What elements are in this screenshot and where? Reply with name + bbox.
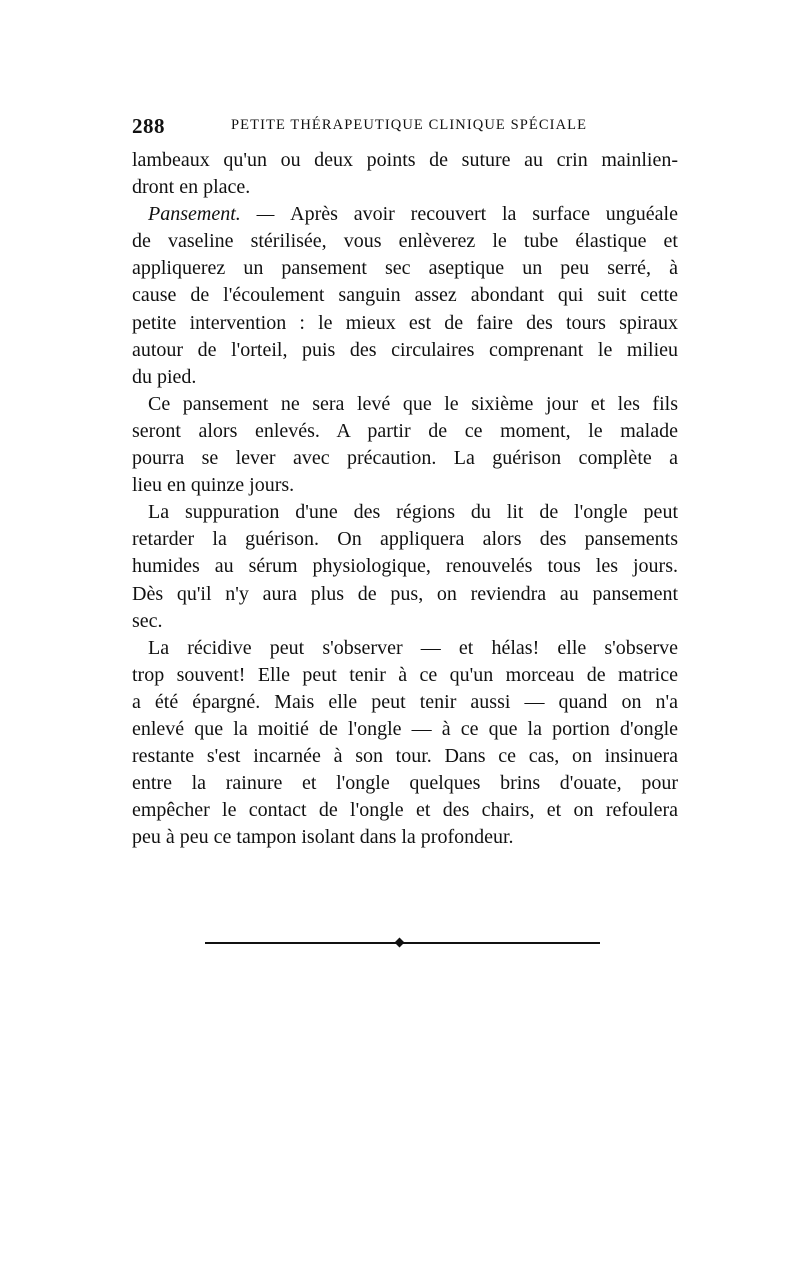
text-line: trop souvent! Elle peut tenir à ce qu'un morceau de matrice: [132, 663, 678, 686]
running-title: PETITE THÉRAPEUTIQUE CLINIQUE SPÉCIALE: [231, 117, 588, 133]
text-fragment: Après avoir recouvert la surface unguéale: [290, 203, 678, 226]
text-line: appliquerez un pansement sec aseptique un peu serré, à: [132, 257, 678, 280]
text-line: empêcher le contact de l'ongle et des chairs, et on refoulera: [132, 799, 678, 822]
diamond-icon: [395, 938, 405, 948]
text-line: lieu en quinze jours.: [132, 474, 295, 497]
text-line: [132, 201, 678, 228]
running-head: [132, 114, 680, 144]
text-line: de vaseline stérilisée, vous enlèverez le tube élastique et: [132, 230, 678, 253]
text-line: Dès qu'il n'y aura plus de pus, on reviendra au pansement: [132, 582, 678, 605]
text-line: sec.: [132, 609, 163, 632]
text-line: a été épargné. Mais elle peut tenir aussi — quand on n'a: [132, 690, 678, 713]
text-line: retarder la guérison. On appliquera alors des pansements: [132, 528, 678, 551]
page-number: 288: [132, 114, 165, 138]
text-line: enlevé que la moitié de l'ongle — à ce que la portion d'ongle: [132, 717, 678, 740]
text-line: restante s'est incarnée à son tour. Dans ce cas, on insinuera: [132, 745, 678, 768]
text-line: La récidive peut s'observer — et hélas! elle s'observe: [148, 636, 678, 659]
text-line: humides au sérum physiologique, renouvelés tous les jours.: [132, 555, 678, 578]
text-line: pourra se lever avec précaution. La guérison complète a: [132, 447, 678, 470]
text-line: dront en place.: [132, 176, 251, 199]
text-line: entre la rainure et l'ongle quelques brins d'ouate, pour: [132, 772, 678, 795]
text-line: Ce pansement ne sera levé que le sixième jour et les fils: [148, 392, 678, 415]
text-line: peu à peu ce tampon isolant dans la profondeur.: [132, 826, 514, 849]
text-line: cause de l'écoulement sanguin assez abondant qui suit cette: [132, 284, 678, 307]
text-line: La suppuration d'une des régions du lit de l'ongle peut: [148, 501, 678, 524]
text-line: seront alors enlevés. A partir de ce moment, le malade: [132, 419, 678, 442]
text-line: lambeaux qu'un ou deux points de suture au crin mainlien-: [132, 149, 678, 171]
text-line: petite intervention : le mieux est de faire des tours spiraux: [132, 311, 678, 334]
text-line: autour de l'orteil, puis des circulaires comprenant le milieu: [132, 338, 678, 361]
body-text: [132, 147, 678, 851]
section-label-pansement: Pansement. —: [148, 203, 291, 226]
text-line: du pied.: [132, 365, 197, 388]
end-ornament-rule: [205, 939, 600, 947]
